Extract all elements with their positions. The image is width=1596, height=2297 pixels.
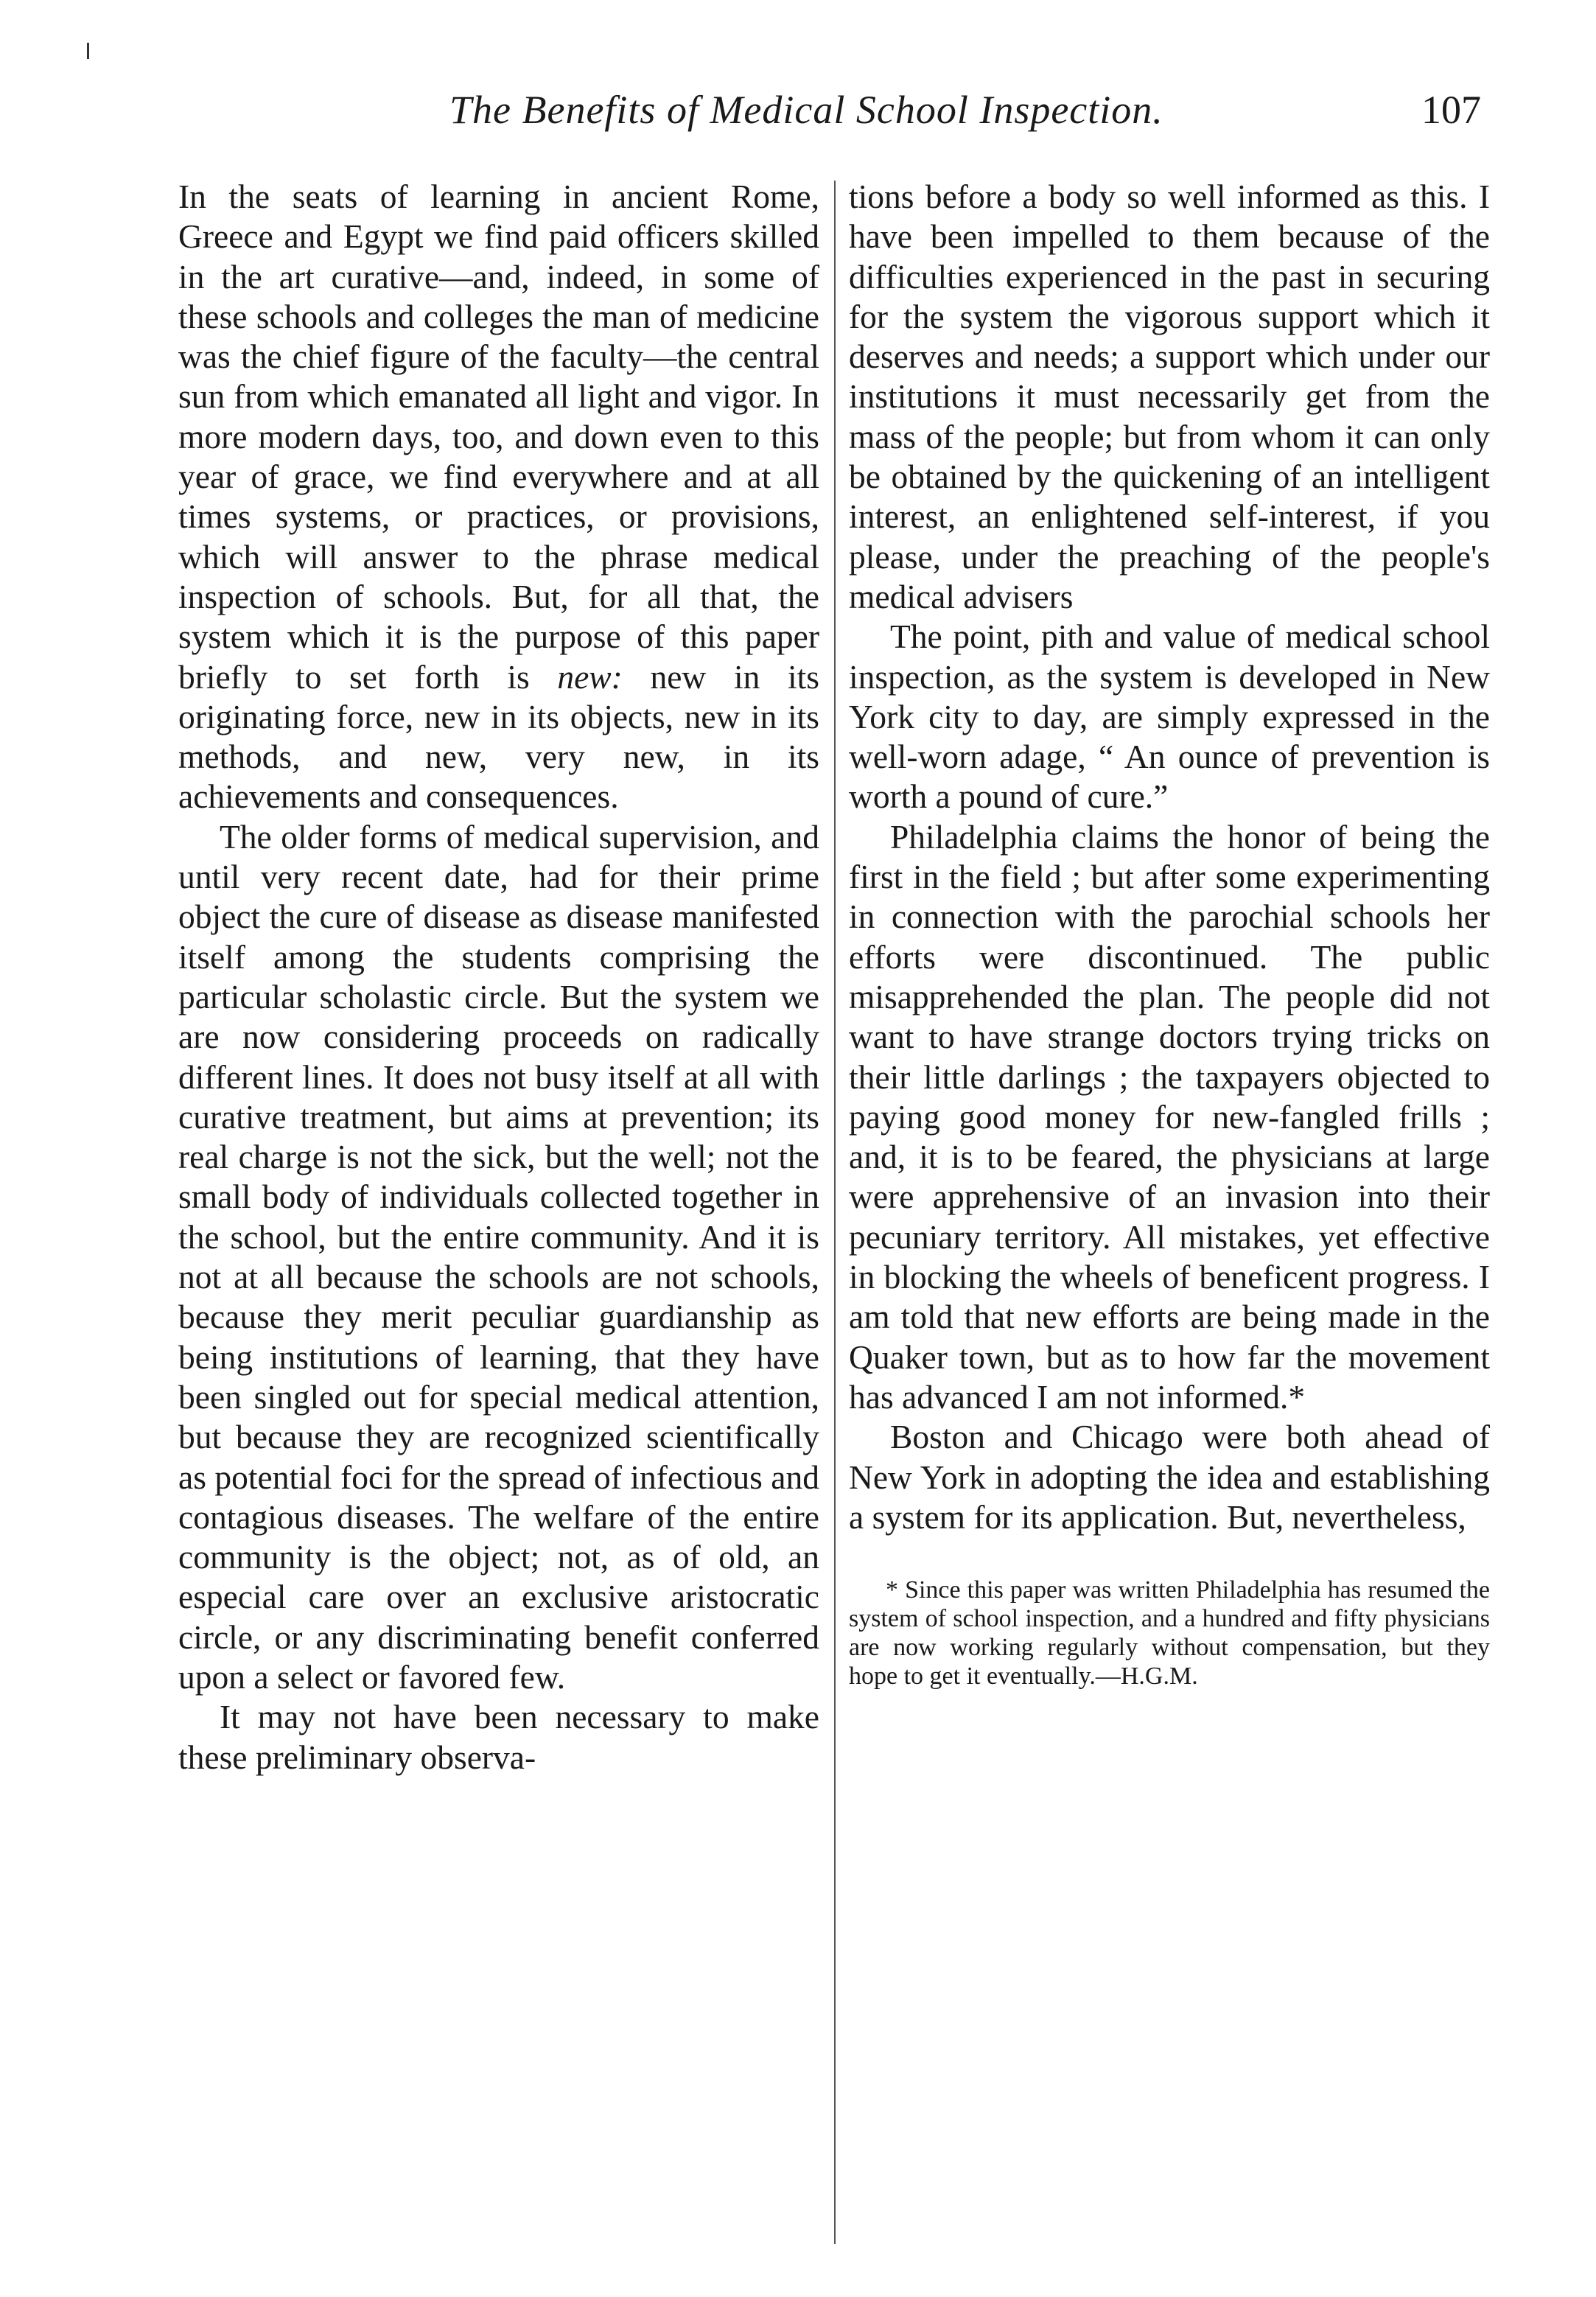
left-p1-text-a: In the seats of learning in ancient Rome, Greece and Egypt we find paid officers skilled in the art curative—and, indeed, in some of these schools and colleges the man of medicine was the chief figure of the faculty—the central sun from which emanated all light and vigor. In more modern days, too, and down even to this year of grace, we find everywhere and at all times systems, or practices, or provisions, which will answer to the phrase medical inspection of schools. But, for all that, the system which it is the purpose of this paper briefly to set forth is <box>178 178 819 696</box>
running-head <box>177 87 1496 153</box>
right-paragraph-4: Boston and Chicago were both ahead of New York in adopting the idea and establishing a system for its application. But, nevertheless, <box>849 1418 1490 1536</box>
page-number: 107 <box>1421 88 1481 132</box>
left-paragraph-3: It may not have been necessary to make these preliminary observa- <box>178 1698 819 1776</box>
margin-mark <box>87 43 89 59</box>
column-divider <box>834 181 836 2244</box>
left-paragraph-1 <box>178 177 819 817</box>
right-paragraph-1: tions before a body so well informed as this. I have been impelled to them because of the difficulties experienced in the past in securing for the system the vigorous support which it deserves and needs; a support which under our institutions it must necessarily get from the mass of the people; but from whom it can only be obtained by the quickening of an intelligent interest, an enlightened self-interest, if you please, under the preaching of the people's medical advisers <box>849 178 1490 615</box>
left-column <box>178 177 819 1777</box>
left-p1-text-b: new in its originating force, new in its objects, new in its methods, and new, very new, in its achievements and consequences. <box>178 657 820 816</box>
running-title: The Benefits of Medical School Inspection. <box>449 88 1163 132</box>
right-paragraph-3: Philadelphia claims the honor of being the first in the field ; but after some experimenting in connection with the parochial schools her efforts were discontinued. The public misapprehended the plan. The people did not want to have strange doctors trying tricks on their little darlings ; the taxpayers objected to paying good money for new-fangled frills ; and, it is to be feared, the physicians at large were apprehensive of an invasion into their pecuniary territory. All mistakes, yet effective in blocking the wheels of beneficent progress. I am told that new efforts are being made in the Quaker town, but as to how far the movement has advanced I am not informed.* <box>849 817 1490 1416</box>
right-column <box>849 177 1490 1716</box>
right-paragraph-2: The point, pith and value of medical school inspection, as the system is developed in New York city to day, are simply expressed in the well-worn adage, “ An ounce of prevention is worth a pound of cure.” <box>849 618 1490 816</box>
left-paragraph-2: The older forms of medical supervision, and until very recent date, had for their prime object the cure of disease as disease manifested itself among the students comprising the particular scholastic circle. But the system we are now considering proceeds on radically different lines. It does not busy itself at all with curative treatment, but aims at prevention; its real charge is not the sick, but the well; not the small body of individuals collected together in the school, but the entire community. And it is not at all because the schools are not schools, because they merit peculiar guardianship as being institutions of learning, that they have been singled out for special medical attention, but because they are recognized scientifically as potential foci for the spread of infectious and contagious diseases. The welfare of the entire community is the object; not, as of old, an especial care over an exclusive aristocratic circle, or any discriminating benefit conferred upon a select or favored few. <box>178 817 819 1696</box>
footnote: * Since this paper was written Philadelphia has resumed the system of school inspection, and a hundred and fifty physicians are now working regularly without compensation, but they hope to get it eventually.—H.G.M. <box>849 1576 1490 1691</box>
left-p1-emphasis: new: <box>557 657 623 696</box>
